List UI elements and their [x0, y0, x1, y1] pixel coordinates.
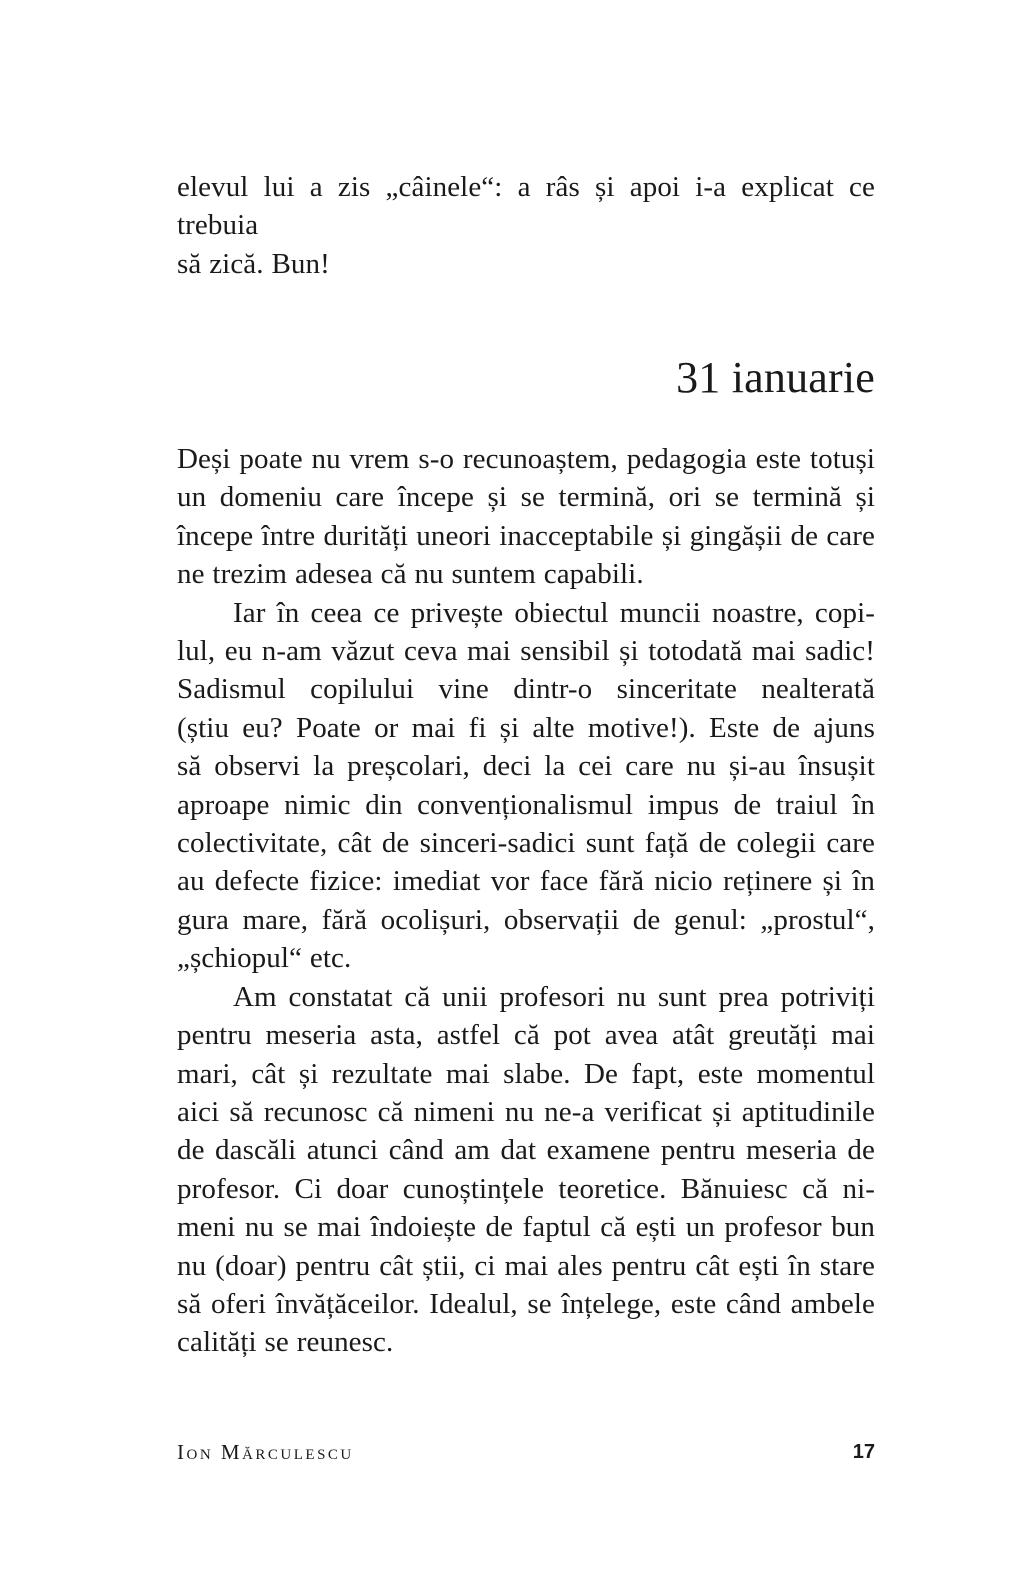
- text-line: mari, cât și rezultate mai slabe. De fapt, este momentul: [177, 1057, 875, 1090]
- text-line: un domeniu care începe și se termină, ori se termină și: [177, 481, 875, 514]
- text-line: (știu eu? Poate or mai fi și alte motive!). Este de ajuns: [177, 711, 875, 744]
- text-line: au defecte fizice: imediat vor face fără nicio reținere și în: [177, 865, 875, 898]
- text-line: Am constatat că unii profesori nu sunt prea potriviți: [233, 980, 875, 1013]
- page-footer: [177, 1437, 875, 1467]
- text-line: Iar în ceea ce privește obiectul muncii noastre, copi-: [233, 596, 875, 629]
- text-line: să zică. Bun!: [177, 247, 330, 280]
- paragraph: [177, 978, 875, 1362]
- text-line: aici să recunosc că nimeni nu ne-a verificat și aptitudinile: [177, 1095, 875, 1128]
- text-line: gura mare, fără ocolișuri, observații de genul: „prostul“,: [177, 903, 875, 936]
- text-line: meni nu se mai îndoiește de faptul că ești un profesor bun: [177, 1211, 875, 1244]
- text-line: calități se reunesc.: [177, 1326, 394, 1359]
- text-line: profesor. Ci doar cunoștințele teoretice. Bănuiesc că ni-: [177, 1172, 875, 1205]
- text-line: aproape nimic din convenționalismul impus de traiul în: [177, 788, 875, 821]
- text-line: Sadismul copilului vine dintr-o sinceritate nealterată: [177, 673, 875, 706]
- text-line: să observi la preșcolari, deci la cei care nu și-au însușit: [177, 750, 875, 783]
- paragraph: [177, 594, 875, 978]
- text-line: elevul lui a zis „câinele“: a râs și apoi i-a explicat ce trebuia: [177, 171, 875, 242]
- section-heading: 31 ianuarie: [676, 353, 875, 402]
- paragraph: [177, 440, 875, 594]
- page-number: 17: [852, 1441, 875, 1463]
- text-line: nu (doar) pentru cât știi, ci mai ales pentru cât ești în stare: [177, 1249, 875, 1282]
- text-line: ne trezim adesea că nu suntem capabili.: [177, 558, 644, 591]
- running-footer-author: Ion Mărculescu: [177, 1440, 354, 1464]
- text-line: de dascăli atunci când am dat examene pentru meseria de: [177, 1134, 875, 1167]
- text-line: Deși poate nu vrem s-o recunoaștem, pedagogia este totuși: [177, 443, 875, 475]
- text-line: începe între durități uneori inacceptabile și gingășii de care: [177, 519, 875, 552]
- carry-over-paragraph: [177, 168, 875, 283]
- text-line: „șchiopul“ etc.: [177, 942, 352, 975]
- section-body: [177, 440, 875, 1362]
- text-line: colectivitate, cât de sinceri-sadici sunt față de colegii care: [177, 827, 875, 860]
- text-line: pentru meseria asta, astfel că pot avea atât greutăți mai: [177, 1019, 875, 1052]
- text-line: lul, eu n-am văzut ceva mai sensibil și totodată mai sadic!: [177, 635, 875, 668]
- text-line: să oferi învățăceilor. Idealul, se înțelege, este când ambele: [177, 1287, 875, 1320]
